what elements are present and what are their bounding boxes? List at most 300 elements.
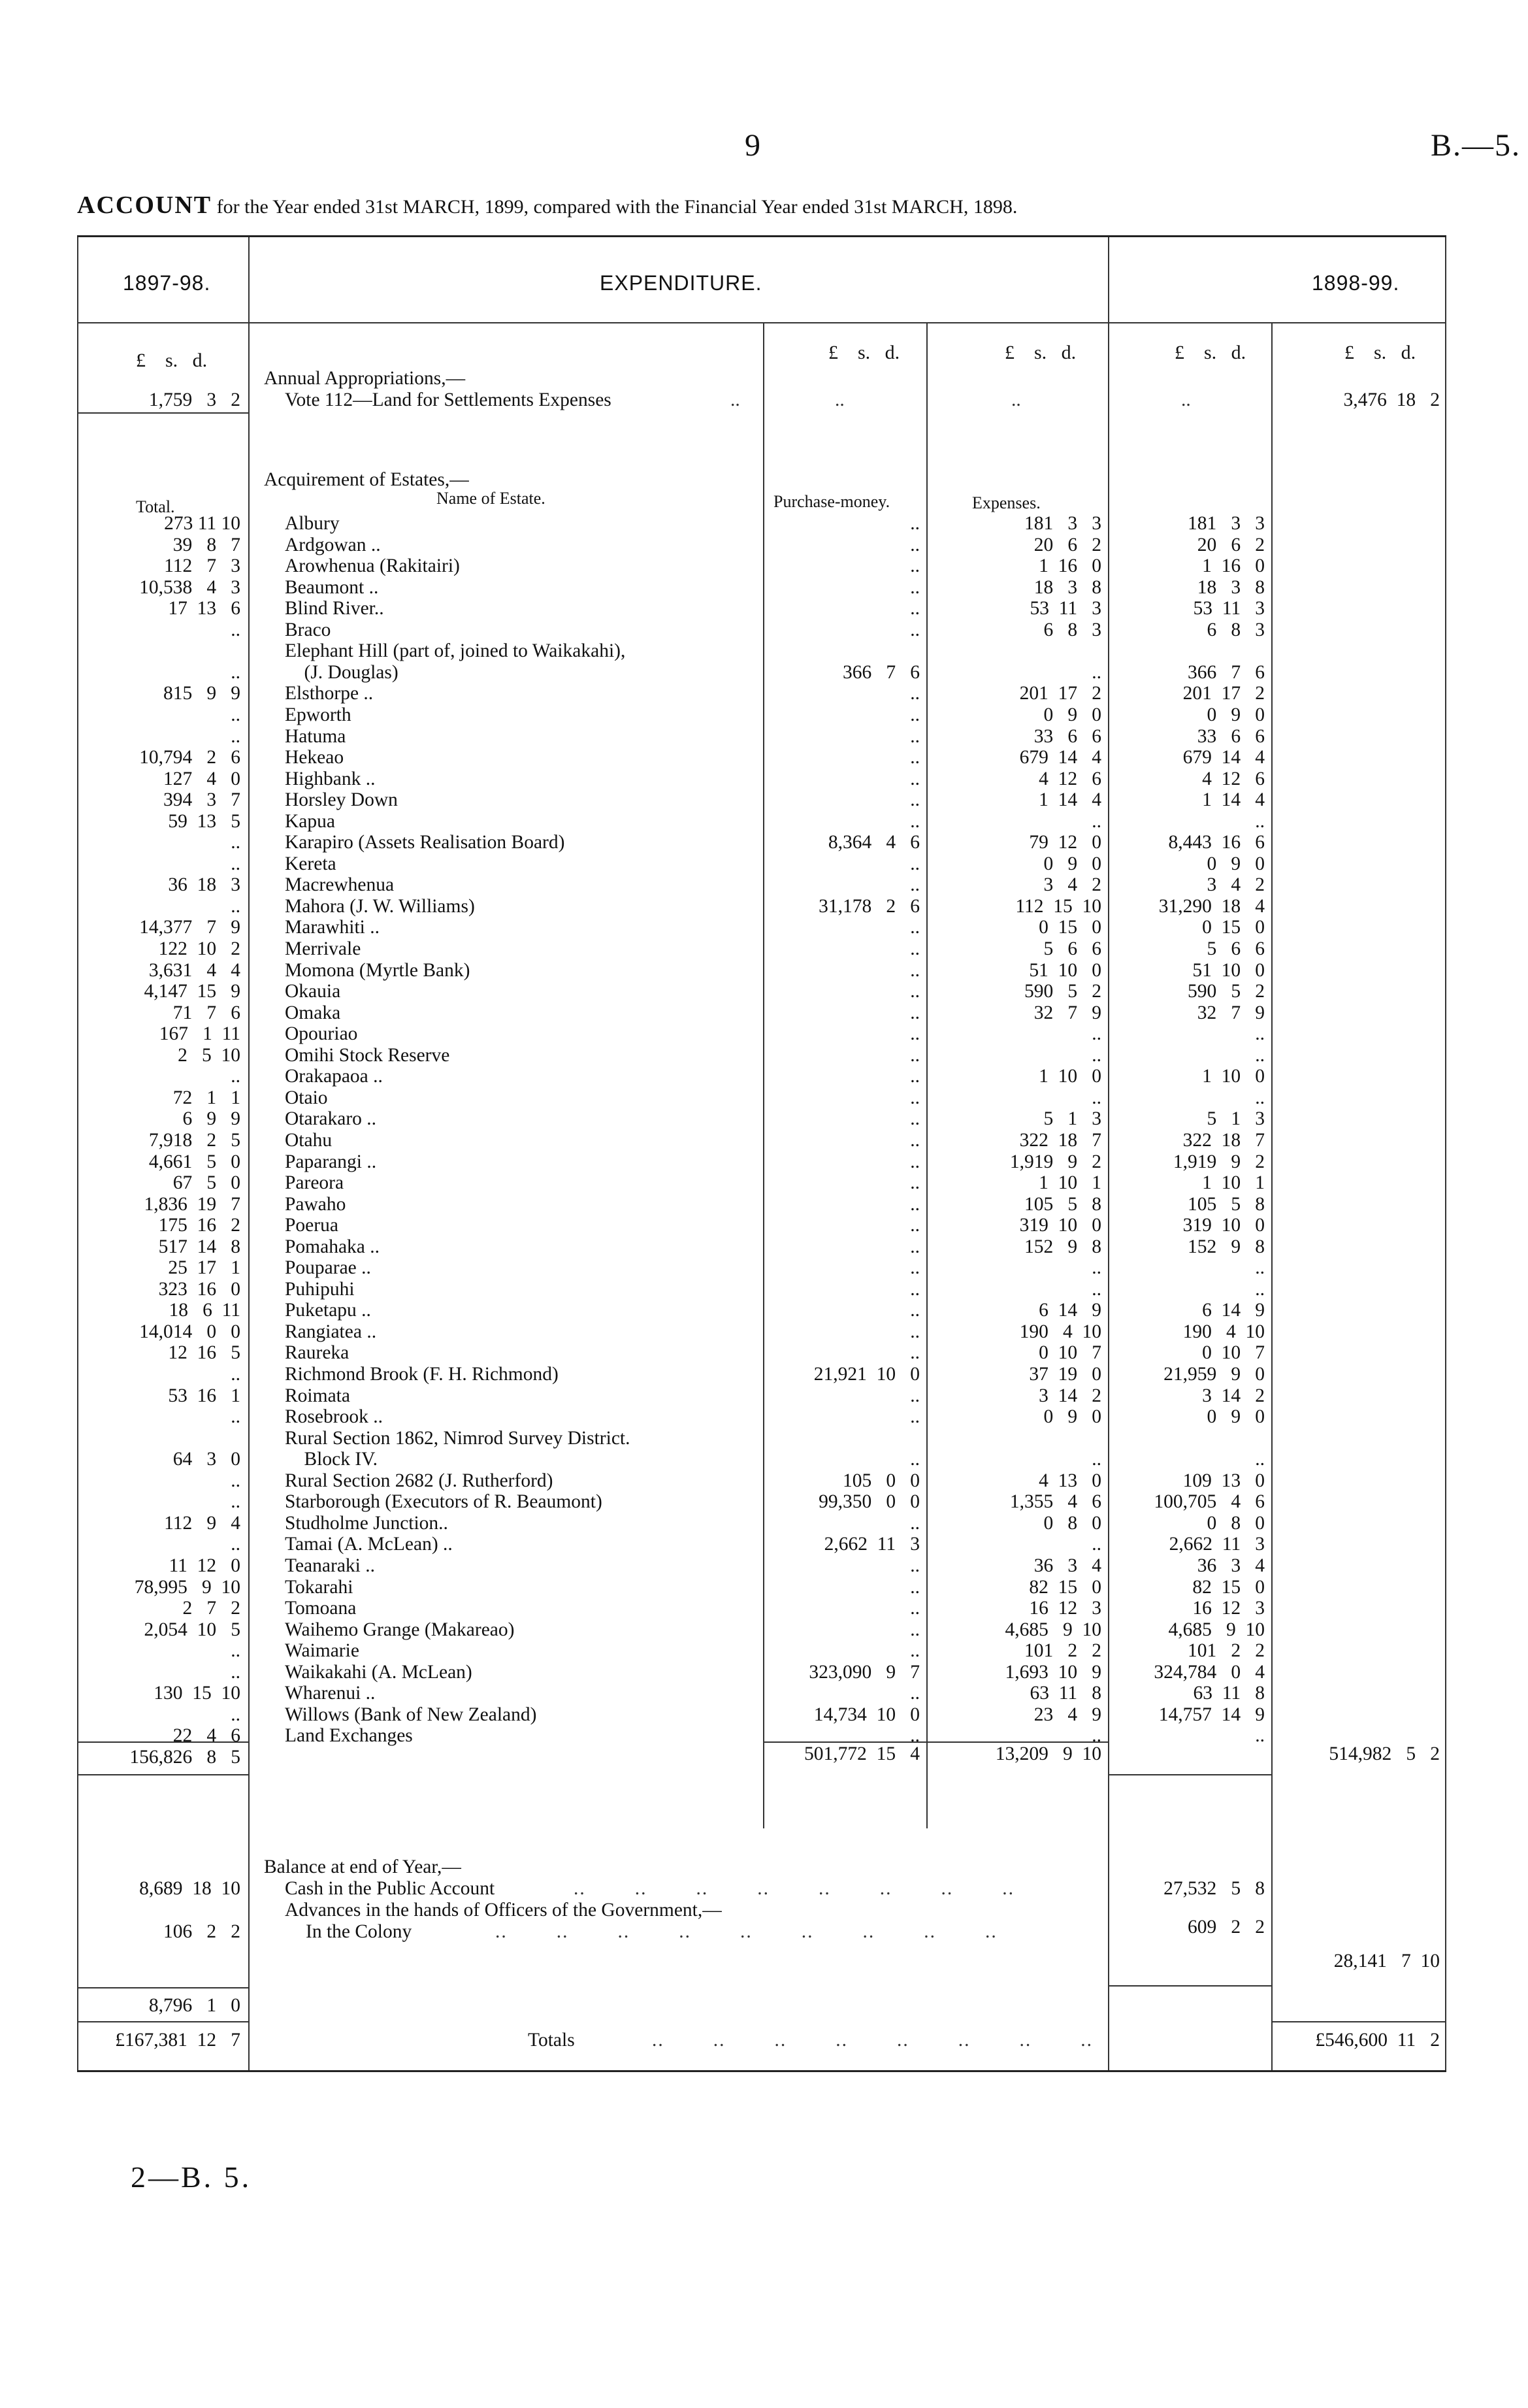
estate-name: Albury [285,513,340,534]
advances-prev-value: 106 2 2 [163,1921,240,1942]
estate-prev-value: 25 17 1 [168,1257,240,1279]
estate-total: 5 6 6 [1207,938,1265,959]
estate-total: 14,757 14 9 [1158,1704,1265,1725]
estate-total: 100,705 4 6 [1154,1491,1265,1513]
estate-name: Elephant Hill (part of, joined to Waikakahi), [285,640,626,662]
prev-total-label: Total. [136,497,175,516]
table-row [77,1683,1446,1704]
header-cur-year: 1898-99. [1312,271,1400,295]
table-row [77,1555,1446,1577]
table-row [77,726,1446,748]
estate-prev-value: 167 1 11 [159,1023,240,1045]
estate-name: Merrivale [285,938,361,959]
estate-name: Poerua [285,1215,338,1236]
estate-total: 33 6 6 [1197,725,1265,747]
estate-expenses: 1 16 0 [1039,555,1101,577]
page-title [77,191,1017,220]
estate-name: Mahora (J. W. Williams) [285,895,475,917]
rule-estates-cur [1108,1774,1271,1775]
estate-expenses: 36 3 4 [1033,1555,1101,1576]
estate-prev-value: 59 13 5 [168,810,240,832]
estate-purchase-money: .. [910,534,920,555]
estate-total: 590 5 2 [1188,981,1265,1002]
estate-total: .. [1255,1023,1265,1045]
table-row [77,683,1446,704]
estate-name: Tamai (A. McLean) .. [285,1534,453,1555]
estate-total: 6 14 9 [1202,1300,1265,1321]
totals-prev-value: £167,381 12 7 [115,2030,240,2051]
estate-purchase-money: .. [910,1087,920,1108]
estate-purchase-money: .. [910,917,920,938]
estate-purchase-money: .. [910,1321,920,1342]
table-row [77,981,1446,1002]
estate-prev-value: 127 4 0 [163,768,240,789]
estate-name: Elsthorpe .. [285,683,374,704]
estate-purchase-money: .. [910,981,920,1002]
estate-total: 0 10 7 [1202,1342,1265,1364]
estate-total: 152 9 8 [1188,1236,1265,1257]
estate-total: 32 7 9 [1197,1002,1265,1023]
estate-name: Beaumont .. [285,576,379,598]
estate-total: 1 10 1 [1202,1172,1265,1194]
estate-name: Pouparae .. [285,1257,371,1279]
table-row [77,1640,1446,1662]
estate-prev-value: 2,054 10 5 [144,1619,240,1640]
estate-prev-value: .. [231,619,240,640]
estate-prev-value: .. [231,1406,240,1428]
estate-expenses: 101 2 2 [1024,1640,1101,1662]
estate-purchase-money: 8,364 4 6 [828,832,920,853]
estate-expenses: 37 19 0 [1029,1364,1101,1385]
table-row [77,619,1446,641]
estate-name: Block IV. [285,1449,378,1470]
estate-expenses: 4 12 6 [1039,768,1101,789]
cash-prev-value: 8,689 18 10 [139,1878,240,1899]
header-prev-year: 1897-98. [123,271,211,295]
estate-expenses: 0 9 0 [1043,853,1101,874]
table-row [77,1619,1446,1641]
totals-cur-value: £546,600 11 2 [1315,2030,1440,2051]
estate-expenses: 23 4 9 [1033,1704,1101,1725]
header-expenditure: EXPENDITURE. [600,271,762,295]
estate-expenses: 63 11 8 [1030,1683,1101,1704]
estate-name: Wharenui .. [285,1683,376,1704]
rule-estates-prev-bottom [77,1774,248,1775]
estate-total: 190 4 10 [1182,1321,1265,1342]
table-row [77,768,1446,790]
estate-expenses: 3 14 2 [1039,1385,1101,1406]
estate-name: Paparangi .. [285,1151,377,1172]
estate-expenses: 3 4 2 [1043,874,1101,896]
estate-prev-value: 7,918 2 5 [148,1129,240,1151]
estate-expenses: 590 5 2 [1024,981,1101,1002]
estate-name: Omaka [285,1002,341,1023]
estate-total: 3 14 2 [1202,1385,1265,1406]
estate-expenses: 20 6 2 [1033,534,1101,555]
estate-name: Rosebrook .. [285,1406,383,1428]
estate-total: 21,959 9 0 [1163,1364,1265,1385]
estate-purchase-money: .. [910,1023,920,1045]
estate-prev-value: .. [231,853,240,874]
estate-prev-value: 394 3 7 [163,789,240,811]
estate-prev-value: 112 7 3 [164,555,240,577]
estate-name: (J. Douglas) [285,661,398,683]
estate-expenses: 6 8 3 [1043,619,1101,640]
table-row [77,1002,1446,1024]
estate-expenses: 0 9 0 [1043,704,1101,725]
estate-purchase-money: .. [910,1236,920,1257]
table-row [77,598,1446,619]
estate-total: 324,784 0 4 [1154,1661,1265,1683]
estate-expenses: 32 7 9 [1033,1002,1101,1023]
estate-name: Starborough (Executors of R. Beaumont) [285,1491,602,1513]
leader-dots: .. [730,389,740,410]
table-row [77,832,1446,853]
table-row [77,1406,1446,1428]
estate-name: Arowhenua (Rakitairi) [285,555,460,577]
estate-expenses: 1 14 4 [1039,789,1101,811]
estate-purchase-money: .. [910,1576,920,1598]
estate-name: Waikakahi (A. McLean) [285,1661,472,1683]
estate-expenses: .. [1092,810,1101,832]
estate-name: Tomoana [285,1598,357,1619]
estate-prev-value: .. [231,1661,240,1683]
rule-header-bottom [77,322,1446,323]
estate-expenses: 181 3 3 [1024,513,1101,534]
balance-prev-total: 8,796 1 0 [148,1995,240,2016]
estate-purchase-money: .. [910,1172,920,1194]
estate-expenses: .. [1092,1087,1101,1108]
estate-name: Marawhiti .. [285,917,380,938]
table-row [77,938,1446,960]
estate-purchase-money: .. [910,683,920,704]
estate-prev-value: .. [231,832,240,853]
estate-name: Horsley Down [285,789,398,811]
estate-prev-value: 22 4 6 [172,1725,240,1747]
estate-name: Epworth [285,704,351,725]
estate-total: 0 9 0 [1207,704,1265,725]
estate-name: Braco [285,619,331,640]
estate-purchase-money: .. [910,704,920,725]
estate-prev-value: 72 1 1 [172,1087,240,1108]
units-prev: £ s. d. [136,350,208,371]
cash-cur-value: 27,532 5 8 [1163,1878,1265,1899]
estate-name: Okauia [285,981,341,1002]
table-row [77,1215,1446,1236]
table-row [77,1725,1446,1747]
estate-expenses: 53 11 3 [1030,598,1101,619]
estate-prev-value: 323 16 0 [158,1278,240,1300]
estate-prev-value: 10,794 2 6 [139,747,240,768]
table-row [77,1194,1446,1215]
estate-prev-value: .. [231,1640,240,1662]
estate-name: Kapua [285,810,335,832]
table-row [77,1236,1446,1258]
estate-expenses: 679 14 4 [1019,747,1101,768]
estate-total: 1 10 0 [1202,1066,1265,1087]
estate-expenses: 1 10 1 [1039,1172,1101,1194]
acquirement-heading: Acquirement of Estates,— [264,469,469,490]
table-row [77,1257,1446,1279]
estate-total: 6 8 3 [1207,619,1265,640]
estate-name: Tokarahi [285,1576,353,1598]
estate-purchase-money: .. [910,1066,920,1087]
estate-name: Otarakaro .. [285,1108,377,1130]
leader-dots: .. .. .. .. .. .. .. .. [574,1878,1015,1899]
estate-expenses: .. [1092,1257,1101,1279]
balance-final-total: 28,141 7 10 [1333,1951,1440,1971]
estate-expenses: 1,355 4 6 [1009,1491,1101,1513]
estate-name: Rural Section 1862, Nimrod Survey District. [285,1427,630,1449]
table-row [77,1321,1446,1343]
estate-total: 0 9 0 [1207,853,1265,874]
estate-prev-value: 273 11 10 [164,513,240,534]
estate-expenses: 5 1 3 [1043,1108,1101,1130]
estate-expenses: 152 9 8 [1024,1236,1101,1257]
estate-name: Otahu [285,1129,333,1151]
estate-total: 18 3 8 [1197,576,1265,598]
estate-expenses: 190 4 10 [1019,1321,1101,1342]
table-row [77,1577,1446,1598]
estate-expenses: .. [1092,1278,1101,1300]
estates-final-total: 514,982 5 2 [1329,1743,1440,1764]
estate-purchase-money: .. [910,959,920,981]
estate-name: Land Exchanges [285,1725,413,1747]
estate-expenses: 1 10 0 [1039,1066,1101,1087]
estate-prev-value: 2 7 2 [182,1598,240,1619]
estate-total: .. [1255,1449,1265,1470]
estate-expenses: 6 14 9 [1039,1300,1101,1321]
estate-name: Blind River.. [285,598,384,619]
table-row [77,640,1446,662]
table-row [77,1151,1446,1173]
estate-total: 319 10 0 [1182,1215,1265,1236]
title-rest: for the Year ended 31st MARCH, 1899, compared with the Financial Year ended 31st MARCH, 1898. [212,196,1018,218]
estate-purchase-money: .. [910,768,920,789]
estate-purchase-money: .. [910,1151,920,1172]
estate-expenses: 16 12 3 [1029,1598,1101,1619]
estate-total: .. [1255,1725,1265,1747]
estate-name: Willows (Bank of New Zealand) [285,1704,537,1725]
table-row [77,1513,1446,1534]
estate-total: .. [1255,1257,1265,1279]
estate-purchase-money: .. [910,1278,920,1300]
estate-purchase-money: 31,178 2 6 [819,895,920,917]
estate-expenses: 1,693 10 9 [1005,1661,1101,1683]
estate-purchase-money: .. [910,1300,920,1321]
estate-total: .. [1255,1278,1265,1300]
estate-prev-value: 517 14 8 [158,1236,240,1257]
table-row [77,1342,1446,1364]
estate-purchase-money: .. [910,810,920,832]
advances-label: Advances in the hands of Officers of the Government,— [285,1900,722,1921]
estate-prev-value: 112 9 4 [164,1512,240,1534]
estate-prev-value: 2 5 10 [178,1044,240,1066]
estate-expenses: 0 15 0 [1039,917,1101,938]
estate-purchase-money: .. [910,1193,920,1215]
estate-total: 109 13 0 [1182,1470,1265,1491]
estate-name: Opouriao [285,1023,358,1045]
table-row [77,1428,1446,1449]
estate-expenses: .. [1092,1044,1101,1066]
estate-purchase-money: 366 7 6 [843,661,920,683]
estate-purchase-money: .. [910,1640,920,1662]
estate-total: 366 7 6 [1188,661,1265,683]
table-row [77,917,1446,938]
table-row [77,789,1446,811]
estate-total: 322 18 7 [1182,1129,1265,1151]
table-row [77,853,1446,875]
table-row [77,1172,1446,1194]
estate-total: 105 5 8 [1188,1193,1265,1215]
estate-expenses: 5 6 6 [1043,938,1101,959]
table-row [77,1385,1446,1407]
estate-purchase-money: .. [910,1555,920,1576]
estate-expenses: 319 10 0 [1019,1215,1101,1236]
title-lead: ACCOUNT [77,191,212,219]
estate-total: 20 6 2 [1197,534,1265,555]
table-row [77,1704,1446,1726]
estate-prev-value: 4,661 5 0 [148,1151,240,1172]
estate-prev-value: 78,995 9 10 [134,1576,240,1598]
estate-prev-value: .. [231,1364,240,1385]
annual-vote-label: Vote 112—Land for Settlements Expenses [285,389,611,410]
estates-purchase-total: 501,772 15 4 [804,1743,920,1764]
estate-purchase-money: .. [910,1044,920,1066]
estate-name: Ardgowan .. [285,534,381,555]
estate-prev-value: 18 6 11 [169,1300,240,1321]
table-row [77,747,1446,768]
rule-balance-cur [1108,1985,1271,1987]
estate-total: .. [1255,1044,1265,1066]
estate-total: 63 11 8 [1193,1683,1265,1704]
estate-name: Raureka [285,1342,349,1364]
estate-purchase-money: .. [910,1406,920,1428]
estate-prev-value: 815 9 9 [163,683,240,704]
estate-name: Rangiatea .. [285,1321,377,1342]
estate-prev-value: 122 10 2 [158,938,240,959]
estate-name: Rural Section 2682 (J. Rutherford) [285,1470,553,1491]
table-row [77,1662,1446,1683]
estate-total: 82 15 0 [1192,1576,1265,1598]
table-row [77,874,1446,896]
rule-totals-final [1271,2021,1445,2022]
estate-purchase-money: .. [910,619,920,640]
estate-prev-value: 130 15 10 [154,1683,240,1704]
estate-name: Omihi Stock Reserve [285,1044,450,1066]
estate-purchase-money: .. [910,1512,920,1534]
table-row [77,1066,1446,1087]
estate-prev-value: 39 8 7 [172,534,240,555]
estate-prev-value: 14,014 0 0 [139,1321,240,1342]
estate-purchase-money: .. [910,1342,920,1364]
estate-total: 36 3 4 [1197,1555,1265,1576]
estate-name: Waimarie [285,1640,359,1662]
estate-expenses: 79 12 0 [1029,832,1101,853]
estate-prev-value: 11 12 0 [169,1555,240,1576]
estate-name: Karapiro (Assets Realisation Board) [285,832,565,853]
estate-expenses: 82 15 0 [1029,1576,1101,1598]
expenses-label: Expenses. [972,493,1041,512]
table-row [77,1364,1446,1385]
estate-prev-value: .. [231,1491,240,1513]
estate-prev-value: .. [231,725,240,747]
table-row [77,1130,1446,1151]
estate-prev-value: 53 16 1 [168,1385,240,1406]
estate-prev-value: .. [231,1704,240,1725]
table-row [77,811,1446,833]
leader-dots: .. .. .. .. .. .. .. .. [652,2030,1093,2051]
page-footer: 2—B. 5. [131,2160,252,2194]
table-row [77,555,1446,577]
estate-expenses: .. [1092,1449,1101,1470]
estate-purchase-money: .. [910,598,920,619]
estate-expenses: .. [1092,661,1101,683]
units-purchase: £ s. d. [828,342,900,363]
name-of-estate-label: Name of Estate. [436,489,545,508]
estate-purchase-money: .. [910,938,920,959]
estate-purchase-money: .. [910,1725,920,1747]
estate-total: 31,290 18 4 [1158,895,1265,917]
estate-expenses: .. [1092,1534,1101,1555]
leader-dots: .. [1011,389,1021,410]
purchase-money-label: Purchase-money. [773,492,890,511]
estate-prev-value: 71 7 6 [172,1002,240,1023]
table-row [77,577,1446,599]
estate-purchase-money: .. [910,1598,920,1619]
estate-total: 201 17 2 [1182,683,1265,704]
estate-name: Teanaraki .. [285,1555,375,1576]
estate-prev-value: 3,631 4 4 [148,959,240,981]
estate-purchase-money: 14,734 10 0 [813,1704,920,1725]
estate-purchase-money: .. [910,1108,920,1130]
estate-name: Momona (Myrtle Bank) [285,959,470,981]
estate-name: Waihemo Grange (Makareao) [285,1619,515,1640]
rule-totals-prev [77,2021,248,2022]
account-table [77,235,1446,2072]
estate-purchase-money: .. [910,576,920,598]
estate-prev-value: 67 5 0 [172,1172,240,1194]
estate-expenses: 105 5 8 [1024,1193,1101,1215]
estate-total: .. [1255,810,1265,832]
estate-purchase-money: .. [910,1129,920,1151]
estate-purchase-money: 2,662 11 3 [824,1534,920,1555]
estate-prev-value: .. [231,1534,240,1555]
estate-prev-value: 175 16 2 [158,1215,240,1236]
estate-name: Roimata [285,1385,350,1406]
estates-expenses-total: 13,209 9 10 [995,1743,1101,1764]
estate-expenses: 201 17 2 [1019,683,1101,704]
estate-prev-value: 12 16 5 [168,1342,240,1364]
table-row [77,1534,1446,1555]
leader-dots: .. .. .. .. .. .. .. .. .. [495,1921,998,1942]
estate-total: 51 10 0 [1192,959,1265,981]
estate-name: Pomahaka .. [285,1236,380,1257]
estate-total: 2,662 11 3 [1169,1534,1265,1555]
estate-total: 181 3 3 [1188,513,1265,534]
estate-total: 3 4 2 [1207,874,1265,896]
units-final: £ s. d. [1344,342,1416,363]
estate-total: .. [1255,1087,1265,1108]
estate-purchase-money: .. [910,1449,920,1470]
page-number: 9 [745,128,760,163]
estate-expenses: 33 6 6 [1033,725,1101,747]
units-expenses: £ s. d. [1005,342,1077,363]
document-reference: B.—5. [1431,128,1521,163]
estate-purchase-money: .. [910,1619,920,1640]
estate-total: 53 11 3 [1193,598,1265,619]
estate-total: 1 16 0 [1202,555,1265,577]
